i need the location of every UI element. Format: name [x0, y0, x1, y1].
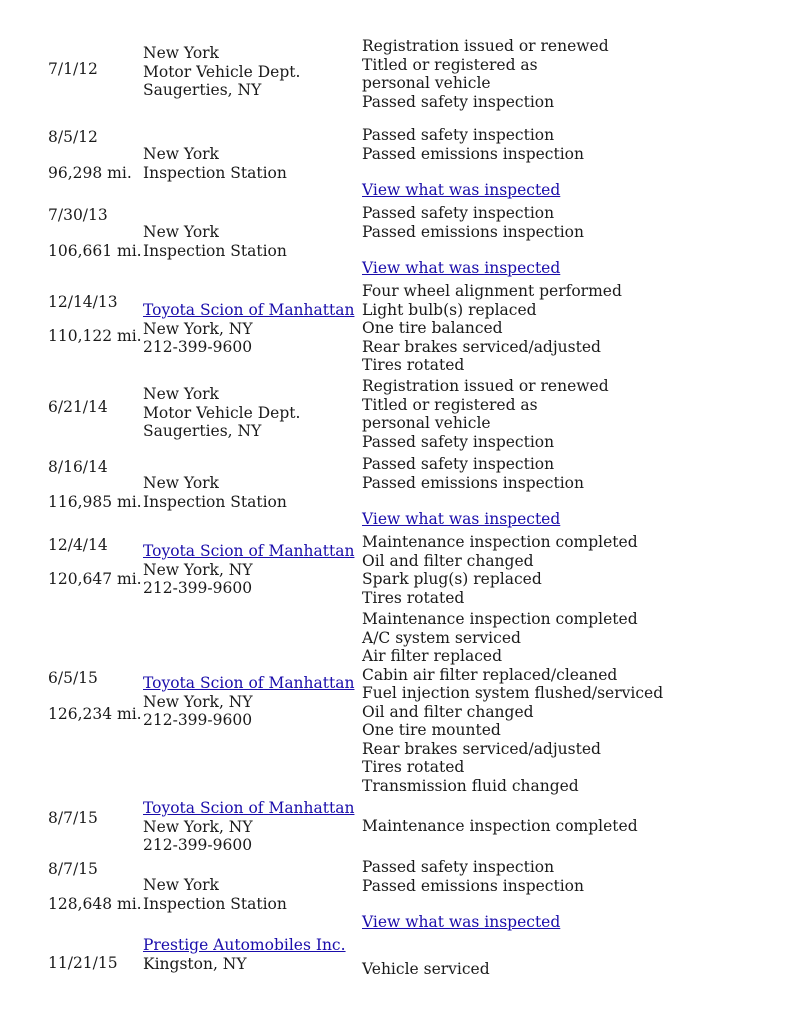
view-inspection-link[interactable]: View what was inspected	[362, 181, 561, 199]
detail-line: Passed safety inspection	[362, 432, 555, 451]
odometer-reading: 126,234 mi.	[48, 705, 142, 723]
detail-line: Registration issued or renewed	[362, 377, 609, 395]
details-cell	[362, 533, 782, 607]
source-line: Inspection Station	[143, 163, 287, 182]
detail-line: One tire mounted	[362, 721, 501, 739]
detail-line: Tires rotated	[362, 356, 465, 374]
source-line: 212-399-9600	[143, 579, 253, 597]
source-line: 212-399-9600	[143, 338, 253, 356]
service-date: 12/14/13	[48, 293, 118, 311]
detail-line: Tires rotated	[362, 758, 465, 776]
source-line: 212-399-9600	[143, 711, 253, 729]
source-link[interactable]: Toyota Scion of Manhattan	[143, 674, 355, 692]
details-cell	[362, 126, 782, 163]
source-line: New York	[143, 474, 219, 492]
details-cell	[362, 960, 782, 979]
detail-line: Vehicle serviced	[362, 960, 490, 978]
source-cell	[143, 145, 358, 182]
detail-line: Titled or registered as	[362, 395, 538, 414]
odometer-reading: 106,661 mi.	[48, 242, 142, 260]
details-cell	[362, 282, 782, 375]
detail-line: Titled or registered as	[362, 55, 538, 74]
source-line: New York, NY	[143, 319, 253, 338]
source-cell	[143, 474, 358, 511]
service-date: 8/7/15	[48, 860, 98, 878]
source-line: New York, NY	[143, 692, 253, 711]
service-date: 6/5/15	[48, 669, 98, 687]
source-cell	[143, 385, 358, 441]
detail-line: personal vehicle	[362, 414, 491, 432]
detail-line: personal vehicle	[362, 74, 491, 92]
source-cell	[143, 876, 358, 913]
details-cell	[362, 858, 782, 895]
source-link[interactable]: Prestige Automobiles Inc.	[143, 936, 346, 954]
source-line: Kingston, NY	[143, 954, 247, 973]
detail-line: Passed safety inspection	[362, 204, 555, 222]
details-cell	[362, 817, 782, 836]
odometer-reading: 116,985 mi.	[48, 493, 142, 511]
service-date: 7/1/12	[48, 60, 98, 78]
view-inspection-link[interactable]: View what was inspected	[362, 259, 561, 277]
source-line: New York, NY	[143, 560, 253, 579]
source-link[interactable]: Toyota Scion of Manhattan	[143, 542, 355, 560]
source-cell	[143, 301, 358, 357]
detail-line: Transmission fluid changed	[362, 776, 579, 795]
detail-line: Fuel injection system flushed/serviced	[362, 684, 664, 702]
detail-line: Maintenance inspection completed	[362, 533, 638, 551]
details-cell	[362, 455, 782, 492]
detail-line: Passed emissions inspection	[362, 876, 584, 895]
source-line: Inspection Station	[143, 894, 287, 913]
detail-line: Maintenance inspection completed	[362, 817, 638, 835]
service-date: 11/21/15	[48, 954, 118, 972]
source-line: New York	[143, 44, 219, 62]
source-line: New York	[143, 223, 219, 241]
view-inspection-link[interactable]: View what was inspected	[362, 510, 561, 528]
details-cell	[362, 610, 782, 795]
source-line: Inspection Station	[143, 241, 287, 260]
detail-line: Passed safety inspection	[362, 126, 555, 144]
source-line: Saugerties, NY	[143, 422, 262, 440]
detail-line: Passed safety inspection	[362, 92, 555, 111]
source-cell	[143, 542, 358, 598]
detail-line: Passed emissions inspection	[362, 144, 584, 163]
detail-line: Registration issued or renewed	[362, 37, 609, 55]
detail-line: Passed safety inspection	[362, 455, 555, 473]
details-cell	[362, 37, 782, 111]
source-line: New York, NY	[143, 817, 253, 836]
source-line: New York	[143, 385, 219, 403]
service-date: 12/4/14	[48, 536, 108, 554]
view-inspection-link[interactable]: View what was inspected	[362, 913, 561, 931]
details-cell	[362, 204, 782, 241]
detail-line: Passed emissions inspection	[362, 222, 584, 241]
detail-line: Four wheel alignment performed	[362, 282, 622, 300]
service-date: 8/7/15	[48, 809, 98, 827]
detail-line: Passed safety inspection	[362, 858, 555, 876]
detail-line: Rear brakes serviced/adjusted	[362, 739, 601, 758]
source-cell	[143, 799, 358, 855]
detail-line: Oil and filter changed	[362, 702, 534, 721]
service-date: 8/5/12	[48, 128, 98, 146]
detail-line: Rear brakes serviced/adjusted	[362, 337, 601, 356]
source-cell	[143, 44, 358, 100]
detail-line: Passed emissions inspection	[362, 473, 584, 492]
detail-line: Air filter replaced	[362, 647, 502, 665]
detail-line: One tire balanced	[362, 319, 503, 337]
source-line: 212-399-9600	[143, 836, 253, 854]
detail-line: A/C system serviced	[362, 628, 521, 647]
detail-line: Light bulb(s) replaced	[362, 300, 537, 319]
source-line: Inspection Station	[143, 492, 287, 511]
source-line: Motor Vehicle Dept.	[143, 403, 301, 422]
service-date: 8/16/14	[48, 458, 108, 476]
source-line: Motor Vehicle Dept.	[143, 62, 301, 81]
detail-line: Spark plug(s) replaced	[362, 570, 542, 588]
service-date: 7/30/13	[48, 206, 108, 224]
odometer-reading: 120,647 mi.	[48, 570, 142, 588]
source-cell	[143, 936, 358, 973]
detail-line: Maintenance inspection completed	[362, 610, 638, 628]
odometer-reading: 110,122 mi.	[48, 327, 142, 345]
detail-line: Cabin air filter replaced/cleaned	[362, 665, 618, 684]
source-line: New York	[143, 876, 219, 894]
source-cell	[143, 223, 358, 260]
odometer-reading: 96,298 mi.	[48, 164, 132, 182]
source-line: New York	[143, 145, 219, 163]
source-line: Saugerties, NY	[143, 81, 262, 99]
odometer-reading: 128,648 mi.	[48, 895, 142, 913]
detail-line: Tires rotated	[362, 588, 465, 607]
source-cell	[143, 674, 358, 730]
detail-line: Oil and filter changed	[362, 551, 534, 570]
source-link[interactable]: Toyota Scion of Manhattan	[143, 799, 355, 817]
details-cell	[362, 377, 782, 451]
service-date: 6/21/14	[48, 398, 108, 416]
source-link[interactable]: Toyota Scion of Manhattan	[143, 301, 355, 319]
